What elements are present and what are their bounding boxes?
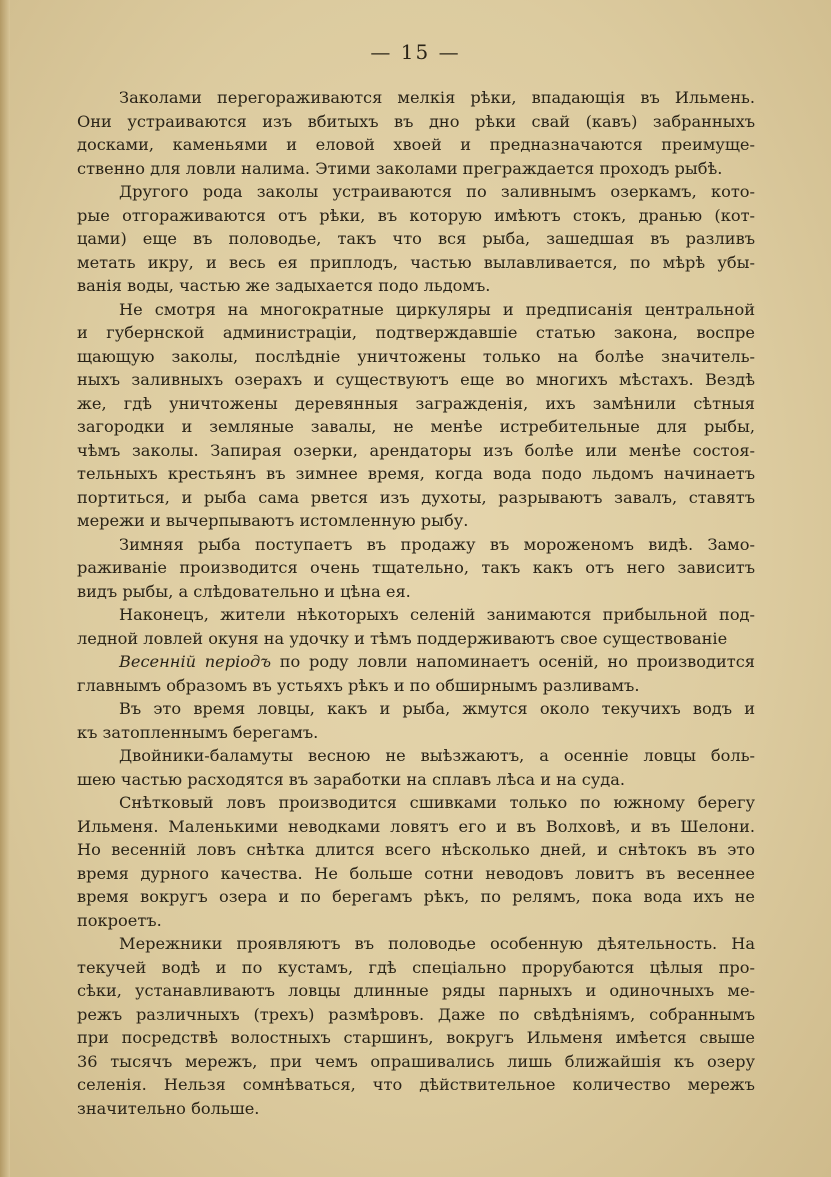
paragraph [77, 180, 755, 298]
text-line: Снѣтковый ловъ производится сшивками только по южному берегу [119, 793, 755, 812]
text-line: Заколами перегораживаются мелкія рѣки, впадающія въ Ильмень. [119, 88, 755, 107]
text-line: же, гдѣ уничтожены деревянныя загражденія, ихъ замѣнили сѣтныя [77, 393, 755, 413]
text-line: Но весенній ловъ снѣтка длится всего нѣсколько дней, и снѣтокъ въ это [77, 840, 755, 859]
paragraph [77, 298, 755, 533]
text-line: чѣмъ заколы. Запирая озерки, арендаторы изъ болѣе или менѣе состоя- [77, 440, 755, 460]
text-line: рые отгораживаются отъ рѣки, въ которую имѣютъ стокъ, дранью (кот- [77, 205, 755, 225]
text-line: Не смотря на многократные циркуляры и предписанія центральной [119, 299, 755, 319]
text-line: раживаніе производится очень тщательно, такъ какъ отъ него зависитъ [77, 558, 755, 577]
text-line: цами) еще въ половодье, такъ что вся рыба, зашедшая въ разливъ [77, 229, 755, 248]
text-line: время дурного качества. Не больше сотни неводовъ ловитъ въ весеннее [77, 863, 755, 883]
text-line: Наконецъ, жители нѣкоторыхъ селеній занимаются прибыльной под- [119, 605, 755, 624]
body-text [77, 86, 755, 1120]
text-line: метать икру, и весь ея приплодъ, частью вылавливается, по мѣрѣ убы- [77, 252, 755, 272]
text-line: ледной ловлей окуня на удочку и тѣмъ поддерживаютъ свое существованіе [77, 628, 728, 648]
paragraph [77, 650, 755, 697]
paragraph [77, 697, 755, 744]
paragraph [77, 533, 755, 604]
text-line: шею частью расходятся въ заработки на сплавъ лѣса и на суда. [77, 769, 626, 789]
text-line: портиться, и рыба сама рвется изъ духоты, разрываютъ завалъ, ставятъ [77, 487, 755, 507]
paragraph [77, 744, 755, 791]
page-number: — 15 — [370, 40, 461, 64]
text-line: загородки и земляные завалы, не менѣе истребительные для рыбы, [77, 417, 755, 436]
text-line: значительно больше. [77, 1098, 260, 1118]
text-line: при посредствѣ волостныхъ старшинъ, вокругъ Ильменя имѣется свыше [77, 1028, 755, 1047]
text-line: къ затопленнымъ берегамъ. [77, 722, 319, 742]
page-edge [0, 0, 10, 1177]
text-line: Въ это время ловцы, какъ и рыба, жмутся около текучихъ водъ и [119, 699, 755, 718]
paragraph [77, 86, 755, 180]
italic-lead: Весенній періодъ [119, 652, 272, 671]
text-line: ственно для ловли налима. Этими заколами преграждается проходъ рыбѣ. [77, 158, 723, 178]
text-line: режъ различныхъ (трехъ) размѣровъ. Даже по свѣдѣніямъ, собраннымъ [77, 1004, 755, 1024]
lead-rest: по роду ловли напоминаетъ осеній, но производится [271, 652, 755, 671]
paragraph [77, 791, 755, 932]
text-line: покроетъ. [77, 910, 162, 930]
text-line: Другого рода заколы устраиваются по заливнымъ озеркамъ, кото- [119, 182, 755, 201]
text-line: Ильменя. Маленькими неводками ловятъ его и въ Волховѣ, и въ Шелони. [77, 816, 755, 836]
text-line: главнымъ образомъ въ устьяхъ рѣкъ и по обширнымъ разливамъ. [77, 675, 640, 695]
text-line: Они устраиваются изъ вбитыхъ въ дно рѣки свай (кавъ) забранныхъ [77, 111, 755, 131]
text-line: видъ рыбы, а слѣдовательно и цѣна ея. [77, 581, 411, 601]
text-line: сѣки, устанавливаютъ ловцы длинные ряды парныхъ и одиночныхъ ме- [77, 981, 755, 1000]
paragraph [77, 603, 755, 650]
text-line: ванія воды, частью же задыхается подо льдомъ. [77, 276, 491, 295]
text-line: Зимняя рыба поступаетъ въ продажу въ мороженомъ видѣ. Замо- [119, 534, 755, 554]
text-line: Мережники проявляютъ въ половодье особенную дѣятельность. На [119, 934, 755, 953]
text-line: текучей водѣ и по кустамъ, гдѣ спеціально прорубаются цѣлыя про- [77, 957, 755, 977]
text-line: ныхъ заливныхъ озерахъ и существуютъ еще во многихъ мѣстахъ. Вездѣ [77, 370, 755, 389]
text-line: мережи и вычерпываютъ истомленную рыбу. [77, 511, 469, 530]
text-line: 36 тысячъ мережъ, при чемъ опрашивались лишь ближайшія къ озеру [77, 1051, 755, 1071]
text-line: Двойники-баламуты весною не выѣзжаютъ, а осенніе ловцы боль- [119, 746, 755, 765]
text-line: селенія. Нельзя сомнѣваться, что дѣйствительное количество мережъ [77, 1075, 755, 1094]
paragraph [77, 932, 755, 1120]
text-line [77, 650, 755, 674]
text-line: и губернской администраціи, подтверждавшіе статью закона, воспре [77, 323, 755, 342]
text-line: время вокругъ озера и по берегамъ рѣкъ, по релямъ, пока вода ихъ не [77, 887, 755, 906]
text-line: тельныхъ крестьянъ въ зимнее время, когда вода подо льдомъ начинаетъ [77, 464, 755, 483]
text-line: досками, каменьями и еловой хвоей и предназначаются преимуще- [77, 135, 755, 154]
text-line: щающую заколы, послѣдніе уничтожены только на болѣе значитель- [77, 346, 755, 366]
